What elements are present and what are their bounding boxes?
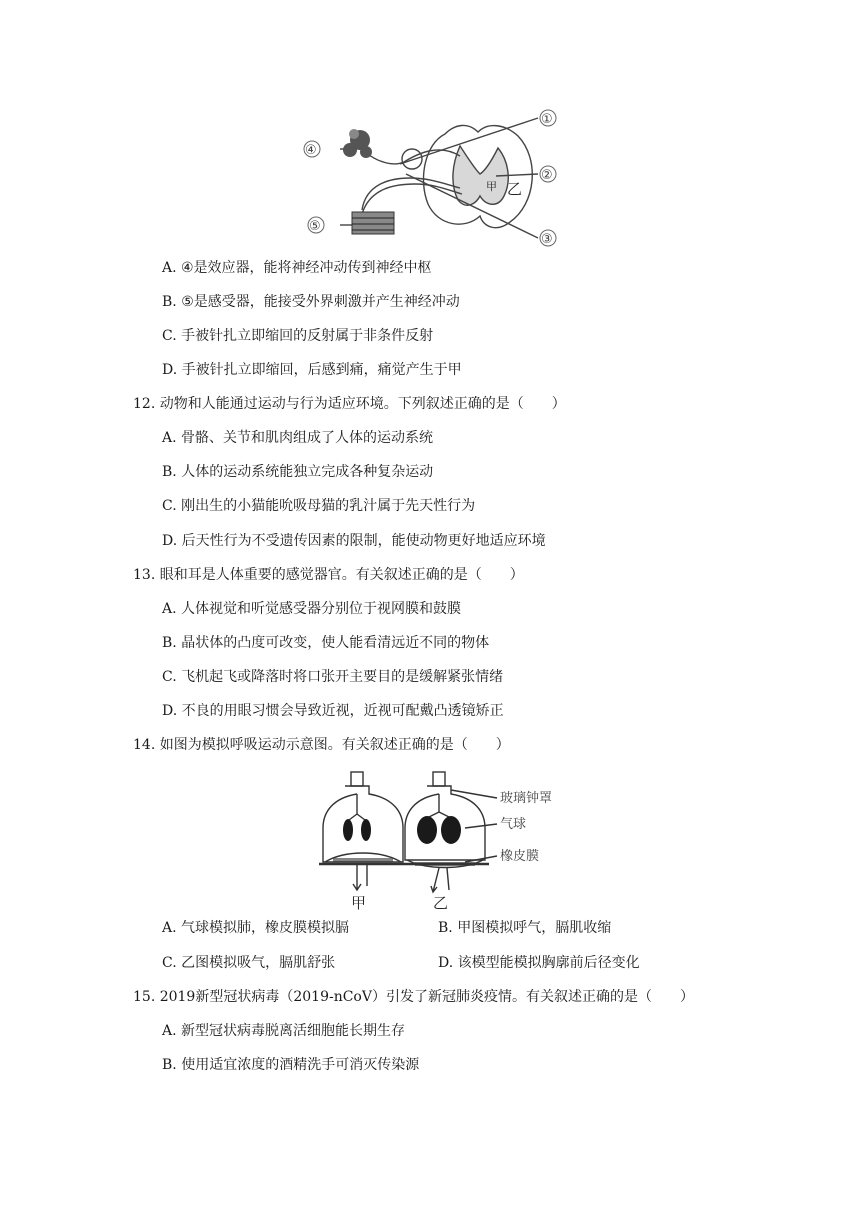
label-bell-jar: 玻璃钟罩 — [500, 791, 553, 806]
label-4: ④ — [305, 143, 317, 158]
label-2: ② — [541, 168, 553, 183]
q11-option-c[interactable]: C. 手被针扎立即缩回的反射属于非条件反射 — [162, 328, 434, 344]
q11-option-d[interactable]: D. 手被针扎立即缩回，后感到痛，痛觉产生于甲 — [162, 362, 462, 378]
q12-option-c[interactable]: C. 刚出生的小猫能吮吸母猫的乳汁属于先天性行为 — [162, 498, 476, 514]
q14-option-d[interactable]: D. 该模型能模拟胸廓前后径变化 — [438, 955, 640, 971]
caption-yi: 乙 — [433, 894, 449, 912]
ganglion — [402, 149, 422, 169]
q14-option-a[interactable]: A. 气球模拟肺，橡皮膜模拟膈 — [162, 920, 350, 936]
q11-option-a[interactable]: A. ④是效应器，能将神经冲动传到神经中枢 — [162, 260, 432, 276]
label-balloon: 气球 — [500, 817, 527, 832]
label-3: ③ — [541, 232, 553, 247]
breathing-model-figure — [315, 764, 565, 912]
q15-stem: 15. 2019新型冠状病毒（2019-nCoV）引发了新冠肺炎疫情。有关叙述正确的是（ ） — [133, 989, 694, 1005]
q14-option-c[interactable]: C. 乙图模拟吸气，膈肌舒张 — [162, 955, 336, 971]
label-1: ① — [541, 112, 553, 127]
q15-option-a[interactable]: A. 新型冠状病毒脱离活细胞能长期生存 — [162, 1023, 406, 1039]
q14-stem: 14. 如图为模拟呼吸运动示意图。有关叙述正确的是（ ） — [133, 737, 510, 753]
effector-muscle — [352, 212, 394, 234]
q15-option-b[interactable]: B. 使用适宜浓度的酒精洗手可消灭传染源 — [162, 1057, 420, 1073]
q12-option-a[interactable]: A. 骨骼、关节和肌肉组成了人体的运动系统 — [162, 430, 434, 446]
q12-stem: 12. 动物和人能通过运动与行为适应环境。下列叙述正确的是（ ） — [133, 396, 566, 412]
caption-jia: 甲 — [351, 894, 367, 912]
label-jia: 甲 — [486, 180, 497, 193]
q12-option-b[interactable]: B. 人体的运动系统能独立完成各种复杂运动 — [162, 464, 434, 480]
q12-option-d[interactable]: D. 后天性行为不受遗传因素的限制，能使动物更好地适应环境 — [162, 533, 546, 549]
label-membrane: 橡皮膜 — [500, 849, 540, 864]
label-5: ⑤ — [309, 219, 321, 234]
q13-option-d[interactable]: D. 不良的用眼习惯会导致近视，近视可配戴凸透镜矫正 — [162, 703, 504, 719]
q13-stem: 13. 眼和耳是人体重要的感觉器官。有关叙述正确的是（ ） — [133, 567, 524, 583]
q11-option-b[interactable]: B. ⑤是感受器，能接受外界刺激并产生神经冲动 — [162, 294, 460, 310]
q14-option-b[interactable]: B. 甲图模拟呼气，膈肌收缩 — [438, 920, 612, 936]
afferent-nerve — [365, 150, 460, 164]
reflex-arc-figure — [300, 104, 570, 252]
label-yi: 乙 — [507, 180, 523, 198]
q13-option-c[interactable]: C. 飞机起飞或降落时将口张开主要目的是缓解紧张情绪 — [162, 669, 504, 685]
q13-option-a[interactable]: A. 人体视觉和听觉感受器分别位于视网膜和鼓膜 — [162, 601, 462, 617]
receptor-skin — [343, 129, 372, 158]
q13-option-b[interactable]: B. 晶状体的凸度可改变，使人能看清远近不同的物体 — [162, 635, 490, 651]
